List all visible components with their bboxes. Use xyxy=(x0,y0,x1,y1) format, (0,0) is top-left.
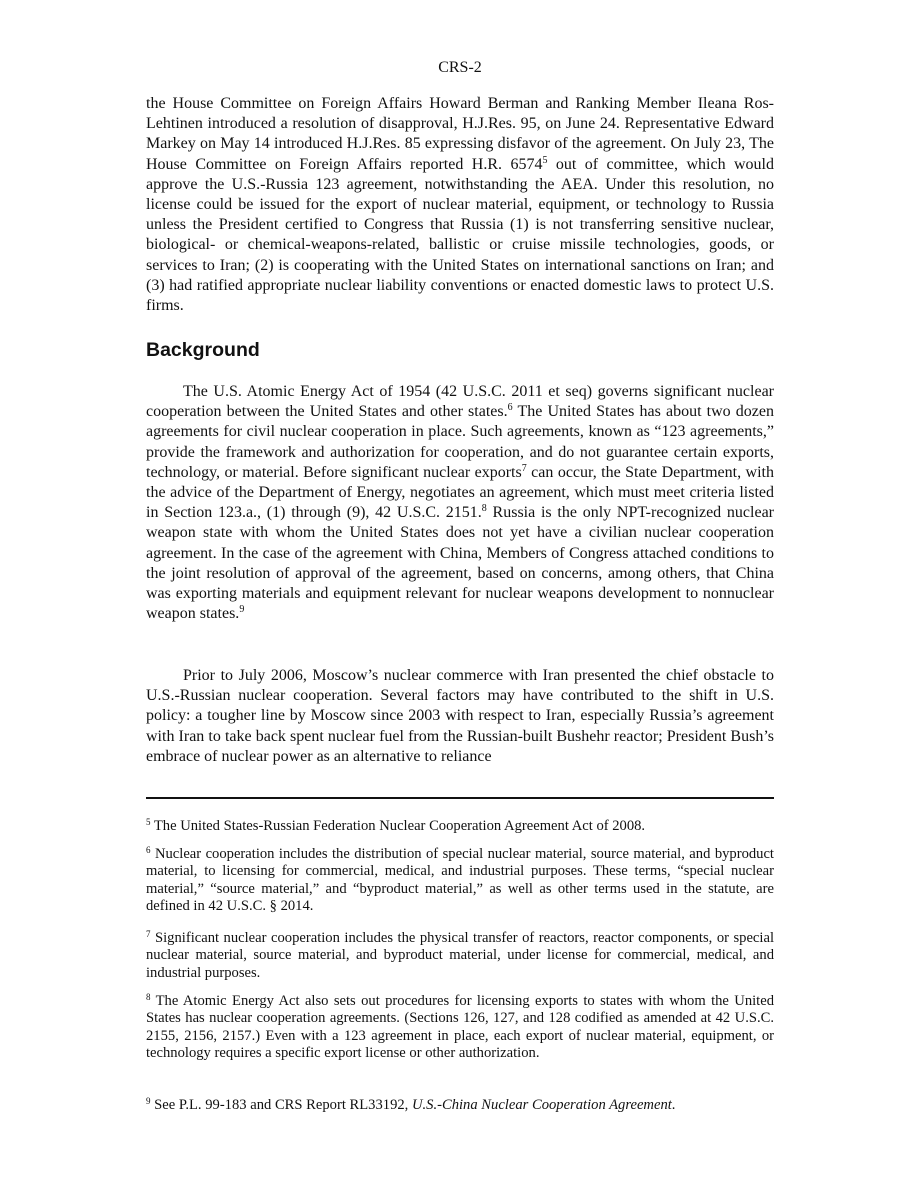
body-paragraph-3: Prior to July 2006, Moscow’s nuclear commerce with Iran presented the chief obstacle to U.S.-Russian nuclear cooperation. Several factors may have contributed to the shift in U.S. policy: a tougher line by Moscow since 2003 with respect to Iran, especially Russia’s agreement with Iran to take back spent nuclear fuel from the Russian-built Bushehr reactor; President Bush’s embrace of nuclear power as an alternative to reliance xyxy=(146,667,774,765)
footnote-ref-9[interactable]: 9 xyxy=(239,604,245,616)
report-title: U.S.-China Nuclear Cooperation Agreement xyxy=(411,1097,672,1113)
footnote-7: $^7$ Significant nuclear cooperation includes the physical transfer of reactors, reactor components, or special nuclear material, source material, and byproduct material, under license for commercial, medical, and industrial purposes. xyxy=(146,929,774,981)
page-number-header: CRS-2 xyxy=(438,59,482,76)
footnote-8: $^8$ The Atomic Energy Act also sets out procedures for licensing exports to states with whom the United States has nuclear cooperation agreements. (Sections 126, 127, and 128 codified as amended at 42 U.S.C. 2155, 2156, 2157.) Even with a 123 agreement in place, each export of nuclear material, equipment, or technology requires a specific export license or other authorization. xyxy=(146,992,774,1062)
footnote-divider xyxy=(146,797,774,799)
footnote-ref-6[interactable]: 6 xyxy=(507,402,513,414)
body-paragraph-1: the House Committee on Foreign Affairs Howard Berman and Ranking Member Ileana Ros-Lehtinen introduced a resolution of disapproval, H.J.Res. 95, on June 24. Representative Edward Markey on May 14 introduced H.J.Res. 85 expressing disfavor of the agreement. On July 23, The House Committee on Foreign Affairs reported H.R. 6574$^5$ out of committee, which would approve the U.S.-Russia 123 agreement, notwithstanding the AEA. Under this resolution, no license could be issued for the export of nuclear material, equipment, or technology to Russia unless the President certified to Congress that Russia (1) is not transferring sensitive nuclear, biological- or chemical-weapons-related, ballistic or cruise missile technologies, goods, or services to Iran; (2) is cooperating with the United States on international sanctions on Iran; and (3) had ratified appropriate nuclear liability conventions or enacted domestic laws to protect U.S. firms. xyxy=(146,95,774,315)
body-paragraph-2: The U.S. Atomic Energy Act of 1954 (42 U.S.C. 2011 et seq) governs significant nuclear cooperation between the United States and other states.$^6$ The United States has about two dozen agreements for civil nuclear cooperation in place. Such agreements, known as “123 agreements,” provide the framework and authorization for cooperation, and do not guarantee certain exports, technology, or material. Before significant nuclear exports$^7$ can occur, the State Department, with the advice of the Department of Energy, negotiates an agreement, which must meet criteria listed in Section 123.a., (1) through (9), 42 U.S.C. 2151.$^8$ Russia is the only NPT-recognized nuclear weapon state with whom the United States does not yet have a civilian nuclear cooperation agreement. In the case of the agreement with China, Members of Congress attached conditions to the joint resolution of approval of the agreement, based on concerns, among others, that China was exporting materials and equipment relevant for nuclear weapons development to nonnuclear weapon states.$^9$ xyxy=(146,383,775,623)
footnote-ref-8[interactable]: 8 xyxy=(481,503,487,515)
footnote-6: $^6$ Nuclear cooperation includes the distribution of special nuclear material, source material, and byproduct material, to licensing for commercial, medical, and industrial purposes. These terms, “special nuclear material,” “source material,” and “byproduct material,” as well as other terms used in the statute, are defined in 42 U.S.C. § 2014. xyxy=(146,845,774,915)
footnote-ref-7[interactable]: 7 xyxy=(521,462,527,474)
footnote-5: $^5$ The United States-Russian Federation Nuclear Cooperation Agreement Act of 2008. xyxy=(146,817,646,834)
section-heading-background: Background xyxy=(146,339,260,361)
footnote-ref-5[interactable]: 5 xyxy=(542,154,548,166)
footnote-9: $^9$ See P.L. 99-183 and CRS Report RL33192, U.S.-China Nuclear Cooperation Agreement. xyxy=(146,1096,676,1113)
